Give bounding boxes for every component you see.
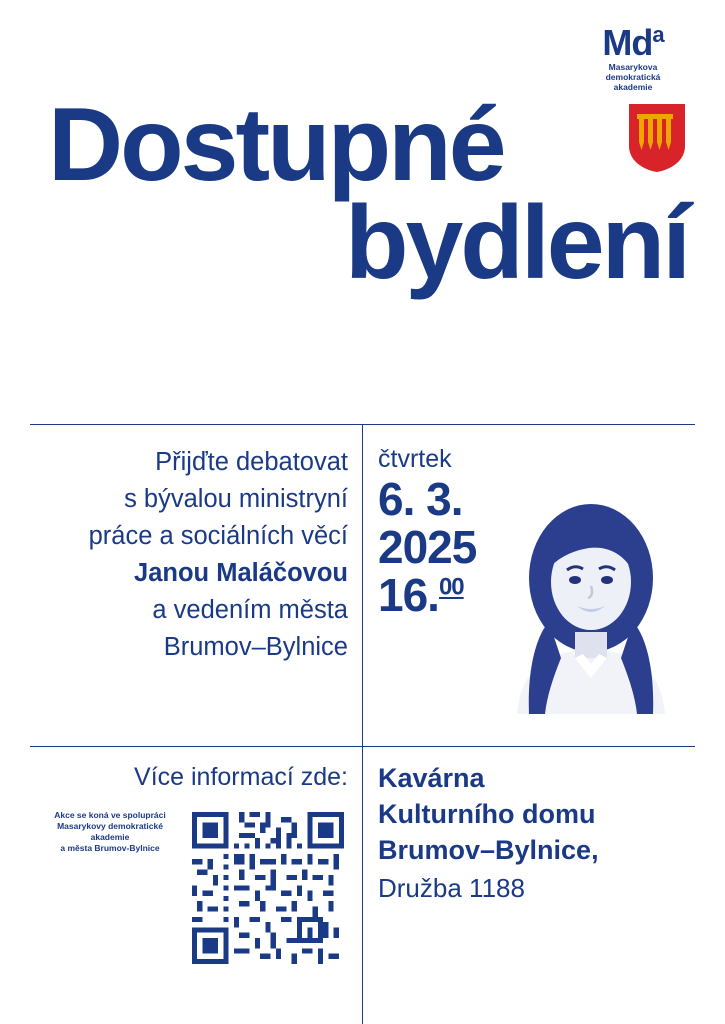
invitation-line-2: s bývalou ministryní [124, 485, 348, 513]
invitation-text [30, 444, 348, 666]
mda-logo-main: Md [602, 22, 653, 63]
venue-line-4: Družba 1188 [378, 873, 525, 903]
collaboration-credit [30, 810, 190, 854]
invitation-line-4: a vedením města [152, 596, 348, 624]
invitation-guest-name: Janou Maláčovou [134, 559, 348, 587]
venue-line-2: Kulturního domu [378, 799, 596, 829]
venue-line-1: Kavárna [378, 763, 485, 793]
mda-logo-subtitle-line3: akademie [613, 82, 653, 92]
venue-line-3: Brumov–Bylnice, [378, 835, 599, 865]
mda-logo-mark [573, 22, 693, 63]
mda-logo-subtitle-line1: Masarykova [608, 62, 658, 72]
invitation-line-3: práce a sociálních věcí [88, 522, 348, 550]
event-time-hour: 16. [378, 569, 439, 621]
divider-vertical-lower [362, 746, 363, 1024]
event-weekday: čtvrtek [378, 445, 452, 473]
credit-line-4: a města Brumov-Bylnice [60, 843, 160, 853]
event-year: 2025 [378, 521, 477, 573]
invitation-line-1: Přijďte debatovat [155, 448, 348, 476]
venue-block [378, 760, 698, 906]
poster-title-line1: Dostupné [48, 87, 504, 203]
poster-title-line2: bydlení [344, 185, 688, 301]
mda-logo-subtitle [573, 62, 693, 92]
speaker-portrait [487, 482, 695, 714]
credit-line-2: Masarykovy demokratické [57, 821, 163, 831]
mda-logo-sup: a [652, 22, 664, 47]
event-day-month: 6. 3. [378, 473, 463, 525]
event-time-minutes: 00 [438, 573, 464, 601]
credit-line-3: akademie [90, 832, 130, 842]
qr-code[interactable] [192, 812, 344, 964]
credit-line-1: Akce se koná ve spolupráci [54, 810, 166, 820]
invitation-line-5: Brumov–Bylnice [163, 633, 348, 661]
more-info-label: Více informací zde: [134, 763, 348, 791]
mda-logo [573, 22, 693, 92]
mda-logo-subtitle-line2: demokratická [605, 72, 661, 82]
divider-vertical-upper [362, 424, 363, 746]
